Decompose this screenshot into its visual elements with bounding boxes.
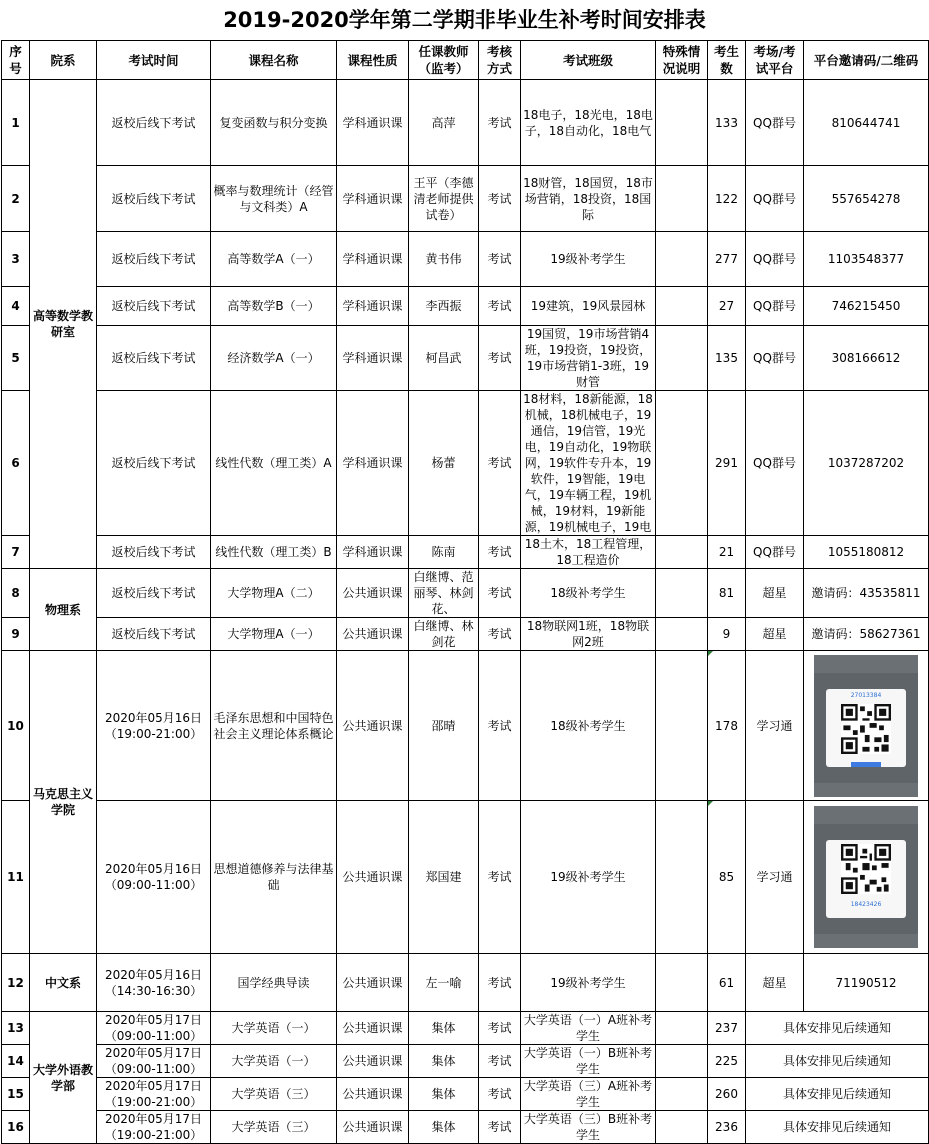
cell-classes: 19国贸，19市场营销4班，19投资，19投资，19市场营销1-3班，19财管 [521,326,656,391]
cell-seq: 6 [2,391,30,536]
table-row [2,618,929,651]
cell-course: 国学经典导读 [211,954,337,1012]
cell-note [656,536,708,569]
cell-method: 考试 [479,232,521,287]
cell-method: 考试 [479,536,521,569]
cell-count: 277 [708,232,746,287]
cell-classes: 18土木，18工程管理，18工程造价 [521,536,656,569]
cell-method: 考试 [479,166,521,232]
cell-time: 2020年05月17日（19:00-21:00） [97,1111,211,1144]
cell-seq: 1 [2,80,30,166]
cell-platform: 超星 [746,954,804,1012]
cell-count: 291 [708,391,746,536]
header-method: 考核方式 [479,41,521,80]
cell-platform: QQ群号 [746,536,804,569]
cell-note [656,618,708,651]
cell-course: 大学物理A（一） [211,618,337,651]
cell-teacher: 白继博、范丽琴、林剑花、 [409,569,479,618]
cell-method: 考试 [479,1111,521,1144]
page-title: 2019-2020学年第二学期非毕业生补考时间安排表 [223,8,706,32]
cell-count: 225 [708,1045,746,1078]
header-row [2,41,929,80]
cell-nature: 公共通识课 [337,801,409,954]
cell-method: 考试 [479,326,521,391]
cell-count: 236 [708,1111,746,1144]
cell-seq: 5 [2,326,30,391]
qr-code-screenshot [814,806,918,948]
cell-teacher: 李西振 [409,287,479,326]
cell-method: 考试 [479,287,521,326]
table-row [2,536,929,569]
cell-code: 1055180812 [804,536,929,569]
cell-classes: 19级补考学生 [521,954,656,1012]
table-row [2,391,929,536]
cell-count: 260 [708,1078,746,1111]
cell-nature: 公共通识课 [337,1111,409,1144]
cell-time: 返校后线下考试 [97,80,211,166]
cell-method: 考试 [479,569,521,618]
cell-nature: 公共通识课 [337,618,409,651]
cell-code: 557654278 [804,166,929,232]
header-count: 考生数 [708,41,746,80]
header-course: 课程名称 [211,41,337,80]
cell-classes: 大学英语（三）B班补考学生 [521,1111,656,1144]
cell-method: 考试 [479,1045,521,1078]
cell-nature: 公共通识课 [337,651,409,801]
cell-time: 返校后线下考试 [97,536,211,569]
cell-teacher: 郑国建 [409,801,479,954]
cell-course: 大学英语（一） [211,1045,337,1078]
cell-seq: 8 [2,569,30,618]
cell-classes: 18财管，18国贸，18市场营销，18投资，18国际 [521,166,656,232]
cell-platform: QQ群号 [746,166,804,232]
cell-code: 1103548377 [804,232,929,287]
table-row [2,1078,929,1111]
cell-count: 9 [708,618,746,651]
cell-nature: 学科通识课 [337,80,409,166]
header-dept: 院系 [30,41,97,80]
cell-count: 178 [708,651,746,801]
invite-code-text: 18423426 [850,901,882,908]
cell-platform: 具体安排见后续通知 [746,1012,929,1045]
cell-course: 大学英语（三） [211,1111,337,1144]
cell-note [656,80,708,166]
cell-teacher: 左一喻 [409,954,479,1012]
cell-platform: 具体安排见后续通知 [746,1111,929,1144]
cell-code: 810644741 [804,80,929,166]
cell-nature: 公共通识课 [337,1078,409,1111]
cell-note [656,651,708,801]
cell-teacher: 集体 [409,1045,479,1078]
cell-seq: 7 [2,536,30,569]
table-row [2,569,929,618]
cell-nature: 公共通识课 [337,569,409,618]
table-row [2,1111,929,1144]
cell-teacher: 邵晴 [409,651,479,801]
cell-count: 27 [708,287,746,326]
cell-course: 概率与数理统计（经管与文科类）A [211,166,337,232]
cell-note [656,326,708,391]
cell-platform: 超星 [746,618,804,651]
cell-classes: 18级补考学生 [521,651,656,801]
cell-classes: 18级补考学生 [521,569,656,618]
cell-course: 线性代数（理工类）A [211,391,337,536]
cell-teacher: 王平（李德清老师提供试卷） [409,166,479,232]
cell-platform: 具体安排见后续通知 [746,1045,929,1078]
table-row [2,801,929,954]
cell-count: 133 [708,80,746,166]
header-classes: 考试班级 [521,41,656,80]
cell-platform: 超星 [746,569,804,618]
cell-method: 考试 [479,1078,521,1111]
cell-count: 237 [708,1012,746,1045]
cell-seq: 4 [2,287,30,326]
cell-note [656,391,708,536]
invite-code-text: 27013384 [850,691,882,699]
cell-count: 135 [708,326,746,391]
cell-teacher: 集体 [409,1111,479,1144]
cell-nature: 学科通识课 [337,287,409,326]
header-note: 特殊情况说明 [656,41,708,80]
cell-note [656,1111,708,1144]
cell-dept-english: 大学外语教学部 [30,1012,97,1144]
cell-nature: 学科通识课 [337,232,409,287]
header-nature: 课程性质 [337,41,409,80]
cell-seq: 14 [2,1045,30,1078]
header-seq: 序号 [2,41,30,80]
cell-course: 高等数学A（一） [211,232,337,287]
cell-dept-chinese: 中文系 [30,954,97,1012]
table-row [2,287,929,326]
cell-note [656,954,708,1012]
cell-course: 大学英语（三） [211,1078,337,1111]
cell-note [656,1078,708,1111]
cell-note [656,287,708,326]
cell-platform: QQ群号 [746,232,804,287]
cell-note [656,232,708,287]
cell-dept-math: 高等数学教研室 [30,80,97,569]
cell-method: 考试 [479,801,521,954]
cell-course: 复变函数与积分变换 [211,80,337,166]
cell-note [656,1012,708,1045]
cell-time: 2020年05月17日（09:00-11:00） [97,1012,211,1045]
qr-code-icon [841,844,891,894]
cell-method: 考试 [479,651,521,801]
cell-method: 考试 [479,391,521,536]
table-row [2,651,929,801]
cell-method: 考试 [479,954,521,1012]
cell-seq: 12 [2,954,30,1012]
cell-course: 高等数学B（一） [211,287,337,326]
cell-time: 返校后线下考试 [97,391,211,536]
cell-teacher: 陈南 [409,536,479,569]
cell-classes: 大学英语（一）B班补考学生 [521,1045,656,1078]
cell-seq: 16 [2,1111,30,1144]
cell-count: 81 [708,569,746,618]
cell-teacher: 高萍 [409,80,479,166]
cell-nature: 学科通识课 [337,536,409,569]
exam-schedule-table [1,40,929,1144]
cell-classes: 18材料，18新能源，18机械，18机械电子，19通信，19信管，19光电，19自动化，19物联网，19软件专升本，19软件，19智能，19电气，19车辆工程，19机械，19材料，19新能源，19机械电子，19电 [521,391,656,536]
cell-classes: 18电子，18光电，18电子，18自动化，18电气 [521,80,656,166]
cell-method: 考试 [479,80,521,166]
cell-seq: 3 [2,232,30,287]
cell-method: 考试 [479,618,521,651]
cell-teacher: 白继博、林剑花 [409,618,479,651]
cell-seq: 2 [2,166,30,232]
cell-time: 返校后线下考试 [97,569,211,618]
cell-time: 2020年05月16日（19:00-21:00） [97,651,211,801]
cell-teacher: 集体 [409,1078,479,1111]
cell-seq: 15 [2,1078,30,1111]
cell-classes: 19建筑，19风景园林 [521,287,656,326]
cell-time: 2020年05月16日（14:30-16:30） [97,954,211,1012]
cell-course: 大学物理A（二） [211,569,337,618]
cell-classes: 大学英语（三）A班补考学生 [521,1078,656,1111]
cell-qr [804,801,929,954]
cell-teacher: 集体 [409,1012,479,1045]
header-code: 平台邀请码/二维码 [804,41,929,80]
cell-time: 返校后线下考试 [97,232,211,287]
cell-count: 61 [708,954,746,1012]
cell-method: 考试 [479,1012,521,1045]
cell-dept-marx: 马克思主义学院 [30,651,97,954]
cell-nature: 学科通识课 [337,391,409,536]
table-row [2,1045,929,1078]
cell-note [656,801,708,954]
cell-time: 返校后线下考试 [97,618,211,651]
header-platform: 考场/考试平台 [746,41,804,80]
table-row [2,954,929,1012]
table-row [2,232,929,287]
cell-time: 返校后线下考试 [97,166,211,232]
cell-course: 线性代数（理工类）B [211,536,337,569]
cell-teacher: 杨蕾 [409,391,479,536]
cell-seq: 13 [2,1012,30,1045]
cell-seq: 11 [2,801,30,954]
cell-dept-physics: 物理系 [30,569,97,651]
table-row [2,166,929,232]
cell-time: 返校后线下考试 [97,287,211,326]
cell-classes: 18物联网1班，18物联网2班 [521,618,656,651]
cell-count: 122 [708,166,746,232]
cell-note [656,166,708,232]
cell-time: 返校后线下考试 [97,326,211,391]
cell-count: 21 [708,536,746,569]
header-time: 考试时间 [97,41,211,80]
cell-platform: 具体安排见后续通知 [746,1078,929,1111]
cell-qr [804,651,929,801]
cell-note [656,569,708,618]
cell-code: 71190512 [804,954,929,1012]
cell-classes: 19级补考学生 [521,232,656,287]
cell-platform: 学习通 [746,651,804,801]
cell-teacher: 柯昌武 [409,326,479,391]
cell-code: 308166612 [804,326,929,391]
cell-platform: QQ群号 [746,326,804,391]
cell-count: 85 [708,801,746,954]
cell-platform: QQ群号 [746,391,804,536]
cell-classes: 大学英语（一）A班补考学生 [521,1012,656,1045]
cell-course: 大学英语（一） [211,1012,337,1045]
cell-nature: 公共通识课 [337,1012,409,1045]
cell-nature: 学科通识课 [337,166,409,232]
cell-seq: 9 [2,618,30,651]
cell-time: 2020年05月17日（09:00-11:00） [97,1045,211,1078]
cell-code: 邀请码：58627361 [804,618,929,651]
cell-platform: QQ群号 [746,80,804,166]
cell-seq: 10 [2,651,30,801]
cell-classes: 19级补考学生 [521,801,656,954]
cell-note [656,1045,708,1078]
cell-platform: 学习通 [746,801,804,954]
cell-nature: 学科通识课 [337,326,409,391]
cell-time: 2020年05月16日（09:00-11:00） [97,801,211,954]
cell-course: 思想道德修养与法律基础 [211,801,337,954]
table-row [2,1012,929,1045]
qr-code-screenshot [814,655,918,797]
cell-course: 经济数学A（一） [211,326,337,391]
cell-nature: 公共通识课 [337,1045,409,1078]
table-row [2,326,929,391]
table-row [2,80,929,166]
cell-time: 2020年05月17日（19:00-21:00） [97,1078,211,1111]
header-teacher: 任课教师（监考） [409,41,479,80]
cell-code: 1037287202 [804,391,929,536]
cell-teacher: 黄书伟 [409,232,479,287]
cell-nature: 公共通识课 [337,954,409,1012]
cell-code: 746215450 [804,287,929,326]
cell-code: 邀请码：43535811 [804,569,929,618]
cell-platform: QQ群号 [746,287,804,326]
cell-course: 毛泽东思想和中国特色社会主义理论体系概论 [211,651,337,801]
qr-code-icon [841,704,891,754]
